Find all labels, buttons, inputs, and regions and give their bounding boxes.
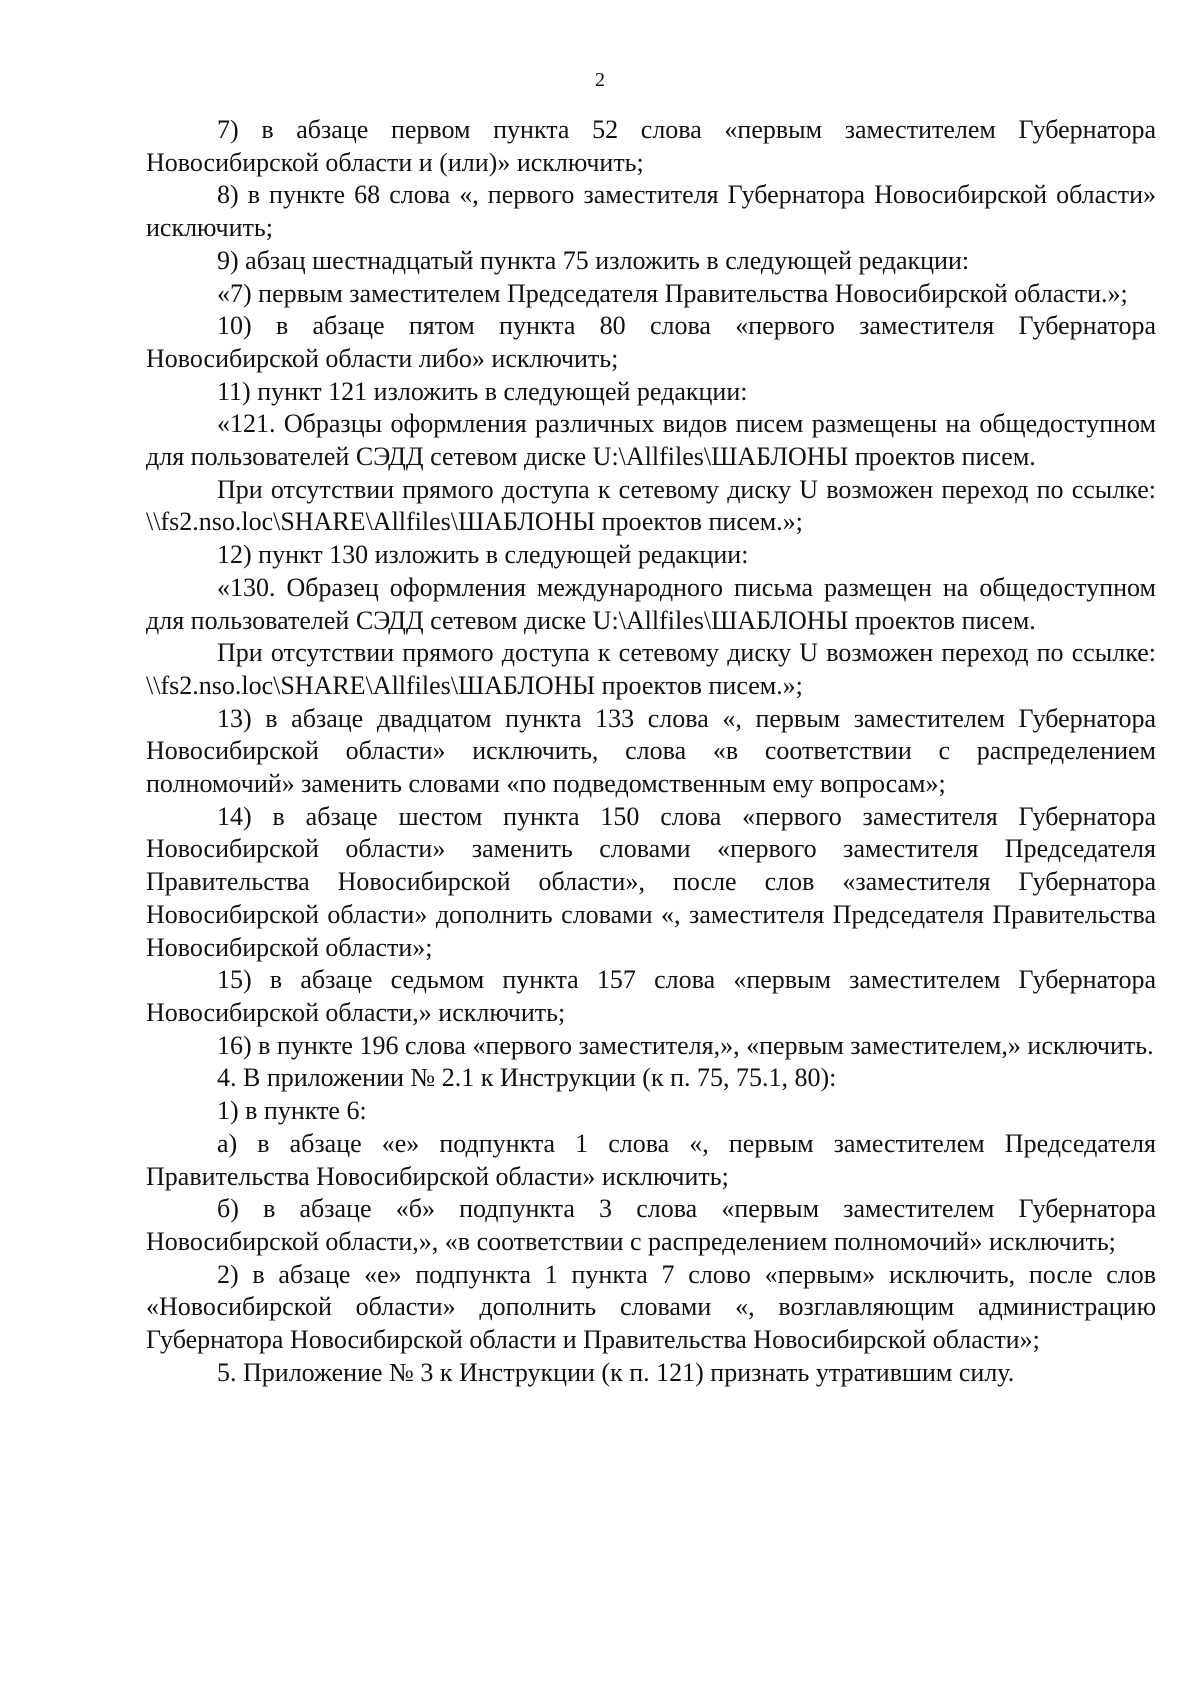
document-body [146, 114, 1156, 1389]
paragraph-item-16: 16) в пункте 196 слова «первого заместителя,», «первым заместителем,» исключить. [217, 1030, 1154, 1060]
section-4-item-2: 2) в абзаце «е» подпункта 1 пункта 7 слово «первым» исключить, после слов «Новосибирской области» дополнить словами «, возглавляющим администрацию Губернатора Новосибирской области и Правительства Новосибирской области»; [146, 1259, 1156, 1355]
paragraph-item-10: 10) в абзаце пятом пункта 80 слова «первого заместителя Губернатора Новосибирской области либо» исключить; [146, 311, 1156, 373]
paragraph-item-11: 11) пункт 121 изложить в следующей редакции: [217, 376, 748, 406]
quoted-paragraph-121-link: При отсутствии прямого доступа к сетевому диску U возможен переход по ссылке: \\fs2.nso.loc\SHARE\Allfiles\ШАБЛОНЫ проектов писем.»; [146, 474, 1156, 537]
paragraph-item-7: 7) в абзаце первом пункта 52 слова «первым заместителем Губернатора Новосибирской области и (или)» исключить; [146, 115, 1156, 177]
section-4-item-1a: а) в абзаце «е» подпункта 1 слова «, первым заместителем Председателя Правительства Новосибирской области» исключить; [146, 1128, 1156, 1191]
section-4-item-1: 1) в пункте 6: [217, 1096, 367, 1126]
paragraph-item-8: 8) в пункте 68 слова «, первого заместителя Губернатора Новосибирской области» исключить; [146, 180, 1156, 243]
paragraph-item-15: 15) в абзаце седьмом пункта 157 слова «первым заместителем Губернатора Новосибирской области,» исключить; [146, 965, 1156, 1027]
quoted-paragraph-130-link: При отсутствии прямого доступа к сетевому диску U возможен переход по ссылке: \\fs2.nso.loc\SHARE\Allfiles\ШАБЛОНЫ проектов писем.»; [146, 638, 1156, 700]
quoted-paragraph-121: «121. Образцы оформления различных видов писем размещены на общедоступном для пользователей СЭДД сетевом диске U:\Allfiles\ШАБЛОНЫ проектов писем. [146, 409, 1156, 472]
paragraph-item-13: 13) в абзаце двадцатом пункта 133 слова «, первым заместителем Губернатора Новосибирской области» исключить, слова «в соответствии с распределением полномочий» заменить словами «по подведомственным ему вопросам»; [146, 703, 1156, 799]
section-4-heading: 4. В приложении № 2.1 к Инструкции (к п. 75, 75.1, 80): [217, 1063, 837, 1093]
section-5: 5. Приложение № 3 к Инструкции (к п. 121) признать утратившим силу. [217, 1357, 1015, 1387]
quoted-paragraph-7: «7) первым заместителем Председателя Правительства Новосибирской области.»; [217, 278, 1128, 308]
page-number: 2 [595, 69, 605, 91]
paragraph-item-12: 12) пункт 130 изложить в следующей редакции: [217, 540, 749, 570]
section-4-item-1b: б) в абзаце «б» подпункта 3 слова «первым заместителем Губернатора Новосибирской области,», «в соответствии с распределением полномочий» исключить; [146, 1194, 1156, 1256]
paragraph-item-14: 14) в абзаце шестом пункта 150 слова «первого заместителя Губернатора Новосибирской области» заменить словами «первого заместителя Председателя Правительства Новосибирской области», после слов «заместителя Губернатора Новосибирской области» дополнить словами «, заместителя Председателя Правительства Новосибирской области»; [146, 801, 1156, 962]
quoted-paragraph-130: «130. Образец оформления международного письма размещен на общедоступном для пользователей СЭДД сетевом диске U:\Allfiles\ШАБЛОНЫ проектов писем. [146, 572, 1156, 635]
paragraph-item-9: 9) абзац шестнадцатый пункта 75 изложить в следующей редакции: [217, 245, 970, 275]
